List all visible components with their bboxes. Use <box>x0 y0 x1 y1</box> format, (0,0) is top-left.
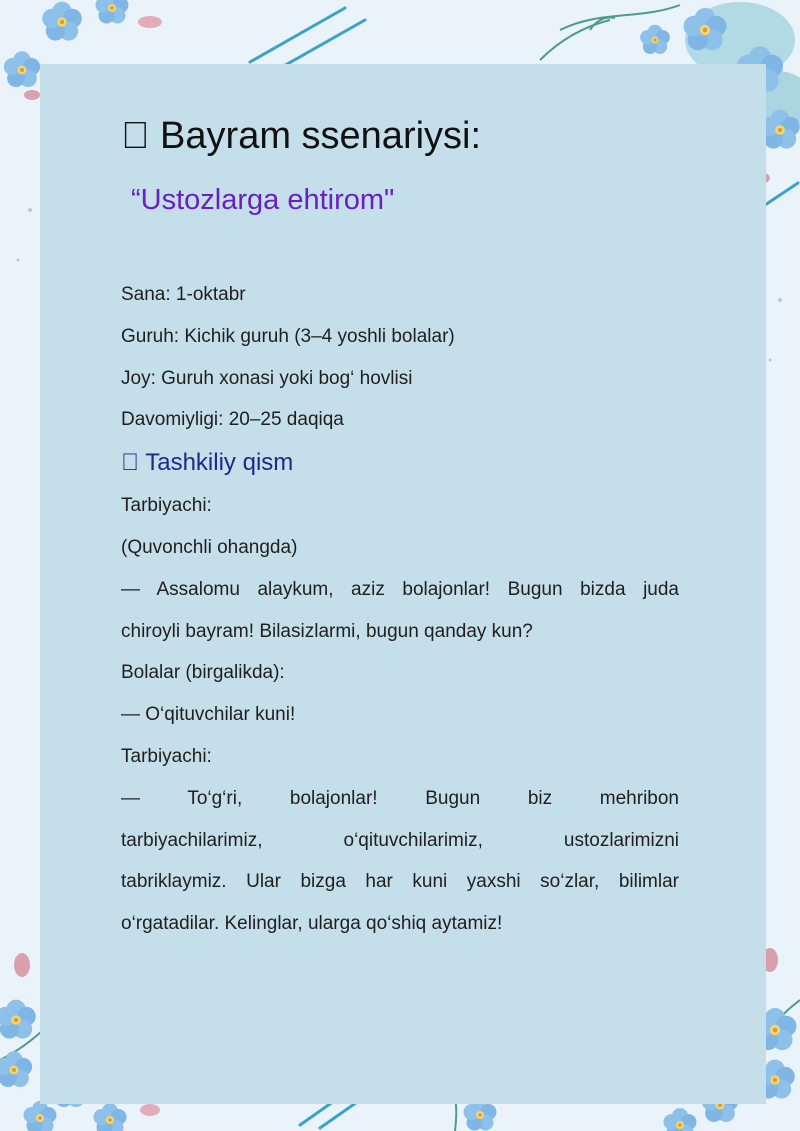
dialogue-line: chiroyli bayram! Bilasizlarmi, bugun qanday kun? <box>121 620 533 642</box>
dialogue-line: tarbiyachilarimiz, o‘qituvchilarimiz, ustozlarimizni <box>121 829 679 851</box>
dialogue-line: tabriklaymiz. Ular bizga har kuni yaxshi so‘zlar, bilimlar <box>121 871 679 893</box>
speaker-label: Tarbiyachi: <box>121 745 212 767</box>
dialogue-line: o‘rgatadilar. Kelinglar, ularga qo‘shiq aytamiz! <box>121 913 503 935</box>
dialogue-line: — Assalomu alaykum, aziz bolajonlar! Bugun bizda juda <box>121 578 679 600</box>
info-duration: Davomiyligi: 20–25 daqiqa <box>121 409 344 431</box>
info-date: Sana: 1-oktabr <box>121 284 246 305</box>
speaker-label: Tarbiyachi: <box>121 495 212 517</box>
speaker-label: Bolalar (birgalikda): <box>121 662 285 684</box>
dialogue-line: — O‘qituvchilar kuni! <box>121 704 296 726</box>
info-place: Joy: Guruh xonasi yoki bog‘ hovlisi <box>121 367 413 389</box>
document-body <box>121 274 679 945</box>
info-group: Guruh: Kichik guruh (3–4 yoshli bolalar) <box>121 325 455 347</box>
page-subtitle: “Ustozlarga ehtirom" <box>131 184 395 216</box>
dialogue-line: — To‘g‘ri, bolajonlar! Bugun biz mehribon <box>121 787 679 809</box>
page-title:   Bayram ssenariysi: <box>121 115 482 157</box>
stage-direction: (Quvonchli ohangda) <box>121 536 298 558</box>
section-heading:   Tashkiliy qism <box>121 449 294 477</box>
